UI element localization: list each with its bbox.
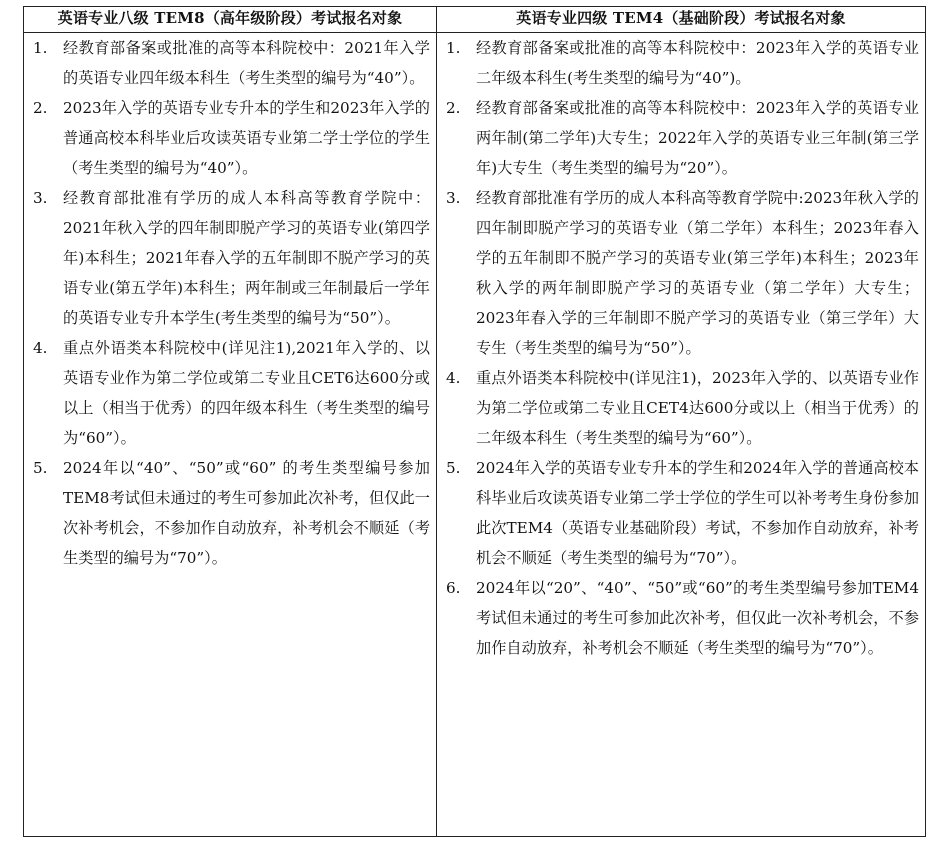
item-number: 1. <box>446 39 461 57</box>
item-text: 2024年以“20”、“40”、“50”或“60”的考生类型编号参加TEM4考试但未通过的考生可参加此次补考，但仅此一次补考机会，不参加作自动放弃，补考机会不顺延（考生类型的编号为“70”）。 <box>476 579 919 657</box>
list-item <box>437 573 925 663</box>
tem4-header: 英语专业四级 TEM4（基础阶段）考试报名对象 <box>437 7 926 33</box>
tem8-header: 英语专业八级 TEM8（高年级阶段）考试报名对象 <box>24 7 437 33</box>
tem4-list <box>437 33 925 663</box>
item-number: 3. <box>446 189 461 207</box>
header-row <box>24 7 926 33</box>
item-number: 4. <box>446 369 461 387</box>
list-item <box>437 363 925 453</box>
item-number: 6. <box>446 579 461 597</box>
item-number: 3. <box>33 189 48 207</box>
item-number: 5. <box>33 459 48 477</box>
item-number: 5. <box>446 459 461 477</box>
item-number: 1. <box>33 39 48 57</box>
list-item <box>24 33 436 93</box>
list-item <box>437 183 925 363</box>
item-text: 经教育部备案或批准的高等本科院校中：2023年入学的英语专业二年级本科生(考生类型的编号为“40”)。 <box>476 39 919 87</box>
item-text: 重点外语类本科院校中(详见注1)，2023年入学的、以英语专业作为第二学位或第二专业且CET4达600分或以上（相当于优秀）的二年级本科生（考生类型的编号为“60”）。 <box>476 369 919 447</box>
tem4-column <box>437 33 926 837</box>
item-text: 经教育部备案或批准的高等本科院校中：2021年入学的英语专业四年级本科生（考生类型的编号为“40”）。 <box>63 39 430 87</box>
registration-table <box>23 6 926 837</box>
item-number: 2. <box>446 99 461 117</box>
list-item <box>24 93 436 183</box>
list-item <box>24 453 436 573</box>
list-item <box>24 333 436 453</box>
list-item <box>437 93 925 183</box>
item-number: 4. <box>33 339 48 357</box>
item-text: 2024年以“40”、“50”或“60” 的考生类型编号参加TEM8考试但未通过的考生可参加此次补考，但仅此一次补考机会，不参加作自动放弃，补考机会不顺延（考生类型的编号为“70”）。 <box>63 459 430 567</box>
tem8-list <box>24 33 436 573</box>
item-number: 2. <box>33 99 48 117</box>
content-row <box>24 33 926 837</box>
item-text: 重点外语类本科院校中(详见注1),2021年入学的、以英语专业作为第二学位或第二专业且CET6达600分或以上（相当于优秀）的四年级本科生（考生类型的编号为“60”）。 <box>63 339 430 447</box>
list-item <box>24 183 436 333</box>
tem8-column <box>24 33 437 837</box>
item-text: 经教育部批准有学历的成人本科高等教育学院中:2023年秋入学的四年制即脱产学习的英语专业（第二学年）本科生；2023年春入学的五年制即不脱产学习的英语专业(第三学年)本科生；2023年秋入学的两年制即脱产学习的英语专业（第二学年）大专生；2023年春入学的三年制即不脱产学习的英语专业（第三学年）大专生（考生类型的编号为“50”）。 <box>476 189 919 357</box>
item-text: 2024年入学的英语专业专升本的学生和2024年入学的普通高校本科毕业后攻读英语专业第二学士学位的学生可以补考考生身份参加此次TEM4（英语专业基础阶段）考试，不参加作自动放弃，补考机会不顺延（考生类型的编号为“70”）。 <box>476 459 919 567</box>
item-text: 经教育部批准有学历的成人本科高等教育学院中：2021年秋入学的四年制即脱产学习的英语专业(第四学年)本科生；2021年春入学的五年制即不脱产学习的英语专业(第五学年)本科生；两年制或三年制最后一学年的英语专业专升本学生(考生类型的编号为“50”）。 <box>63 189 430 327</box>
list-item <box>437 453 925 573</box>
item-text: 2023年入学的英语专业专升本的学生和2023年入学的普通高校本科毕业后攻读英语专业第二学士学位的学生（考生类型的编号为“40”）。 <box>63 99 430 177</box>
item-text: 经教育部备案或批准的高等本科院校中：2023年入学的英语专业两年制(第二学年)大专生；2022年入学的英语专业三年制(第三学年)大专生（考生类型的编号为“20”）。 <box>476 99 919 177</box>
list-item <box>437 33 925 93</box>
